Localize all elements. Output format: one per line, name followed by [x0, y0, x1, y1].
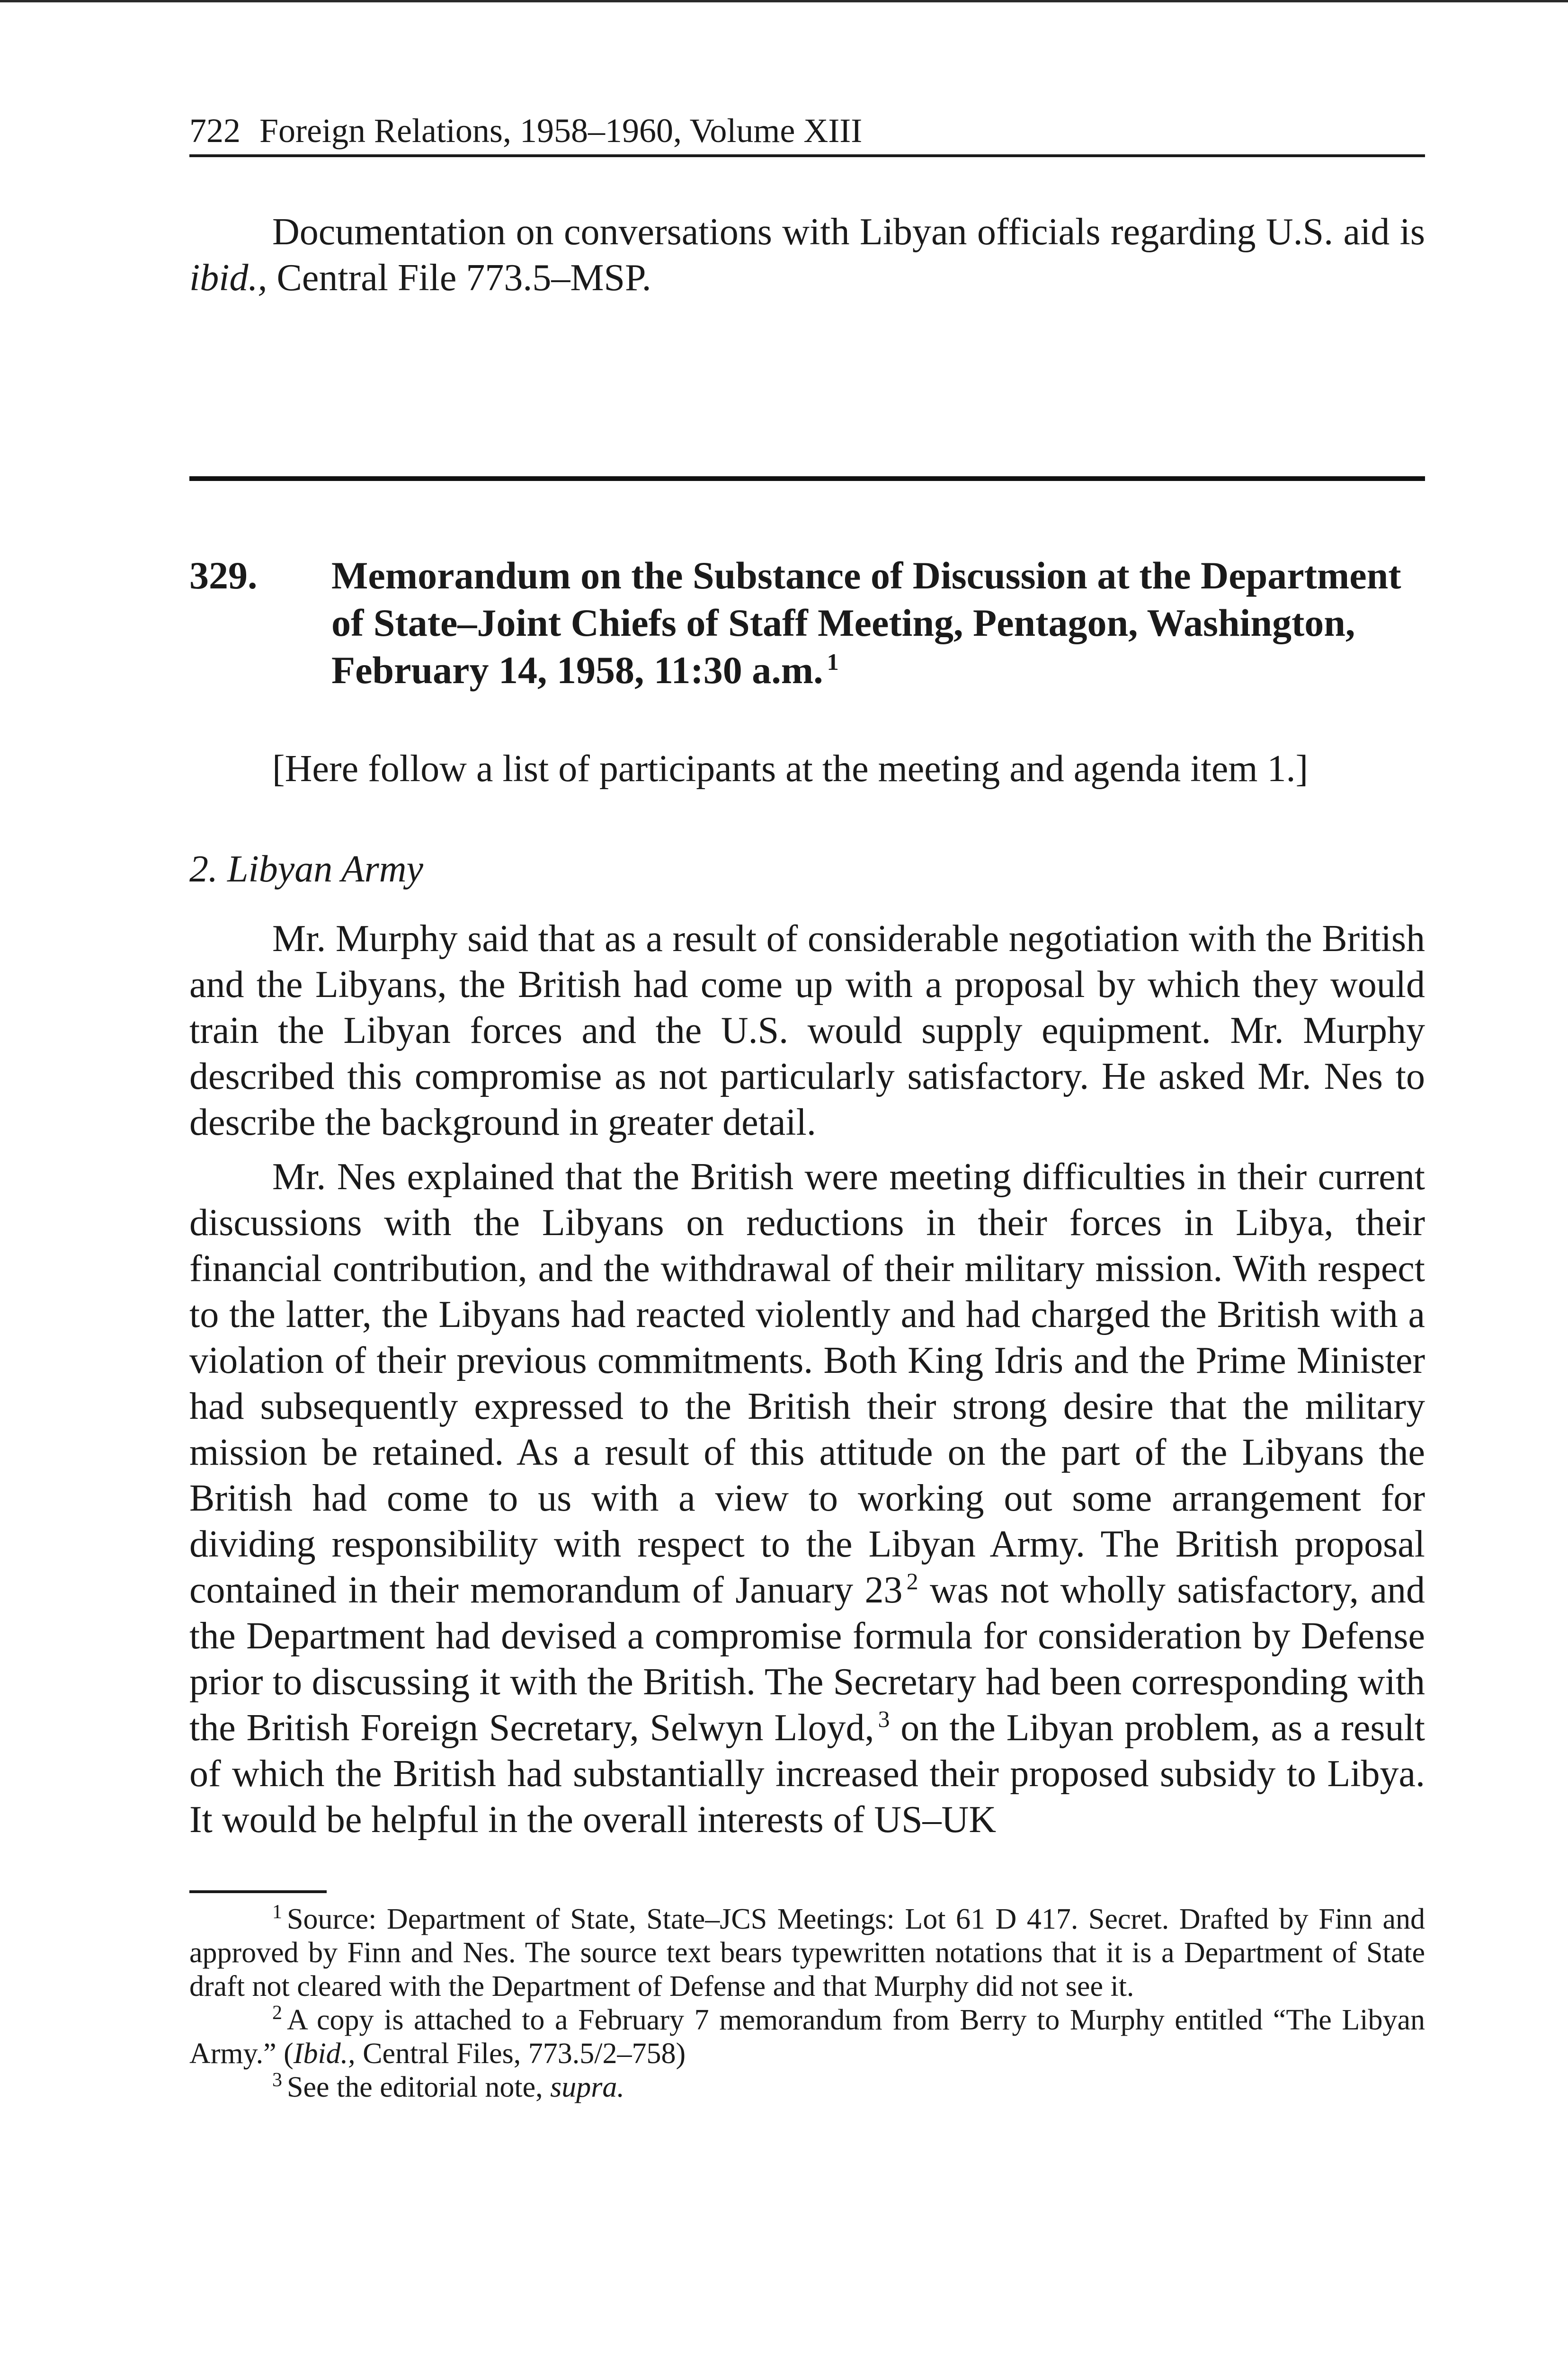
footnote-2-text-2: Central Files, 773.5/2–758): [355, 2038, 686, 2070]
paragraph-murphy: Mr. Murphy said that as a result of considerable negotiation with the British and the Libyans, the British had come up with a proposal by which they would train the Libyan forces and the U.S. would supply equipment. Mr. Murphy described this compromise as not particularly satisfactory. He asked Mr. Nes to describe the background in greater detail.: [189, 918, 1425, 1143]
document-page: [189, 109, 1425, 2104]
paragraph-nes: [189, 1154, 1425, 1843]
intro-paragraph: [189, 209, 1425, 301]
paragraph-nes-text-2: was not wholly satisfactory, and the Department had devised a compromise formula for consideration by Defense prior to discussing it with the British. The Secretary had been corresponding with the British Foreign Secretary, Selwyn Lloyd,: [189, 1569, 1425, 1749]
running-head: [189, 109, 1425, 157]
document-title: [331, 552, 1425, 694]
intro-text-1: Documentation on conversations with Libyan officials regarding U.S. aid is: [272, 211, 1425, 253]
footnote-rule: [189, 1890, 327, 1893]
bracketed-note: [Here follow a list of participants at the meeting and agenda item 1.]: [272, 748, 1309, 790]
footnote-1-text: Source: Department of State, State–JCS Meetings: Lot 61 D 417. Secret. Drafted by Finn and approved by Finn and Nes. The source text bears typewritten notations that it is a Department of State draft not cleared with the Department of Defense and that Murphy did not see it.: [189, 1903, 1425, 2002]
footnote-3: [189, 2071, 1425, 2104]
intro-ibid: ibid.,: [189, 257, 267, 299]
paragraph-nes-text-1: Mr. Nes explained that the British were meeting difficulties in their current discussions with the Libyans on reductions in their forces in Libya, their financial contribution, and the withdrawal of their military mission. With respect to the latter, the Libyans had reacted violently and had charged the British with a violation of their previous commitments. Both King Idris and the Prime Minister had subsequently expressed to the British their strong desire that the military mission be retained. As a result of this attitude on the part of the Libyans the British had come to us with a view to working out some arrangement for dividing responsibility with respect to the Libyan Army. The British proposal contained in their memorandum of January 23: [189, 1156, 1425, 1611]
top-border-line: [0, 0, 1568, 2]
document-heading: [189, 552, 1425, 694]
section-title: 2. Libyan Army: [189, 848, 424, 890]
footnote-2-ibid: Ibid.,: [293, 2038, 356, 2070]
footnote-3-supra: supra.: [550, 2071, 624, 2103]
footnote-ref-3: 3: [878, 1706, 890, 1733]
volume-title: Foreign Relations, 1958–1960, Volume XIII: [259, 112, 863, 150]
footnote-2: [189, 2003, 1425, 2071]
footnotes: [189, 1903, 1425, 2104]
footnote-3-marker: 3: [272, 2069, 282, 2091]
footnote-ref-1: 1: [827, 648, 839, 675]
footnote-3-text-1: See the editorial note,: [287, 2071, 551, 2103]
document-title-text: Memorandum on the Substance of Discussion at the Department of State–Joint Chiefs of Staff Meeting, Pentagon, Washington, February 14, 1958, 11:30 a.m.: [331, 554, 1401, 692]
footnote-ref-2: 2: [906, 1568, 918, 1595]
document-number: 329.: [189, 554, 258, 597]
paragraph-nes-text-3: on the Libyan problem, as a result of which the British had substantially increased their proposed subsidy to Libya. It would be helpful in the overall interests of US–UK: [189, 1707, 1425, 1841]
page-number: 722: [189, 112, 241, 150]
footnote-2-marker: 2: [272, 2002, 282, 2024]
intro-text-2: Central File 773.5–MSP.: [267, 257, 651, 299]
footnote-2-text-1: A copy is attached to a February 7 memorandum from Berry to Murphy entitled “The Libyan Army.” (: [189, 2004, 1425, 2070]
document-separator-rule: [189, 476, 1425, 481]
footnote-1: [189, 1903, 1425, 2003]
footnote-1-marker: 1: [272, 1901, 282, 1923]
